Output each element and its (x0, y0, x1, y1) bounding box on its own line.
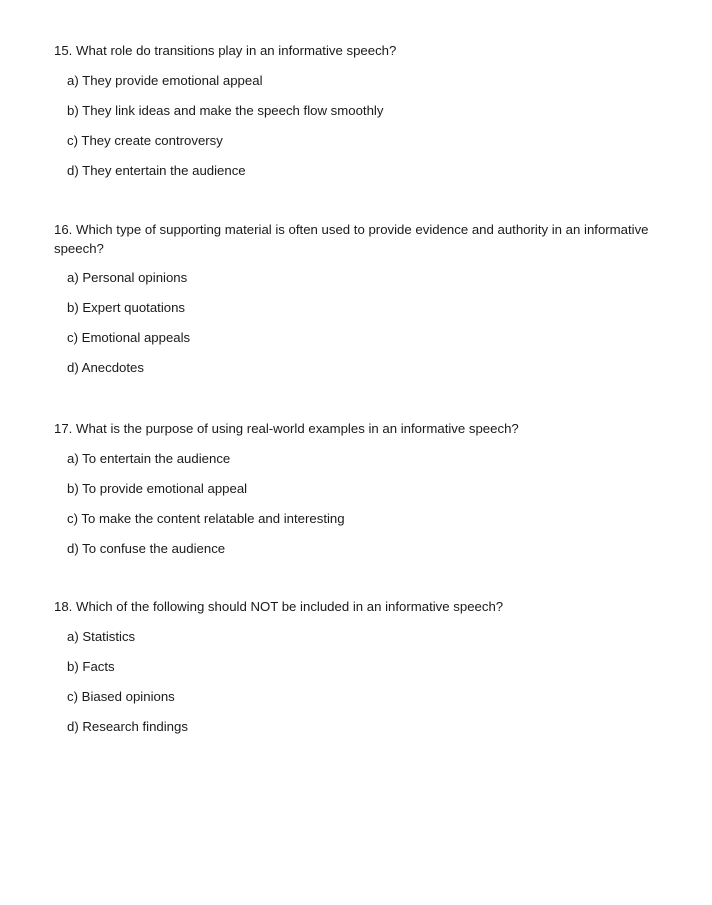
options-list (54, 449, 674, 569)
option-c: c) To make the content relatable and interesting (67, 511, 345, 526)
options-list (54, 71, 674, 191)
option-b: b) To provide emotional appeal (67, 481, 248, 496)
option-c: c) Emotional appeals (67, 330, 191, 345)
option-d: d) To confuse the audience (67, 541, 226, 556)
question-text: 17. What is the purpose of using real-world examples in an informative speech? (54, 421, 519, 436)
question-text: 18. Which of the following should NOT be included in an informative speech? (54, 599, 504, 614)
option-c: c) Biased opinions (67, 689, 175, 704)
option-b: b) They link ideas and make the speech flow smoothly (67, 103, 384, 118)
option-b: b) Expert quotations (67, 300, 186, 315)
question-17 (54, 419, 674, 569)
option-b: b) Facts (67, 659, 115, 674)
option-a: a) To entertain the audience (67, 451, 231, 466)
question-15 (54, 41, 674, 191)
option-c: c) They create controversy (67, 133, 223, 148)
question-18 (54, 597, 674, 747)
option-a: a) Personal opinions (67, 270, 188, 285)
question-16 (54, 220, 674, 388)
question-text: 16. Which type of supporting material is often used to provide evidence and authority in an informative speech? (54, 222, 649, 256)
question-text: 15. What role do transitions play in an informative speech? (54, 43, 397, 58)
options-list (54, 268, 674, 388)
option-d: d) They entertain the audience (67, 163, 246, 178)
options-list (54, 627, 674, 747)
option-d: d) Anecdotes (67, 360, 144, 375)
option-a: a) They provide emotional appeal (67, 73, 263, 88)
option-d: d) Research findings (67, 719, 188, 734)
option-a: a) Statistics (67, 629, 136, 644)
